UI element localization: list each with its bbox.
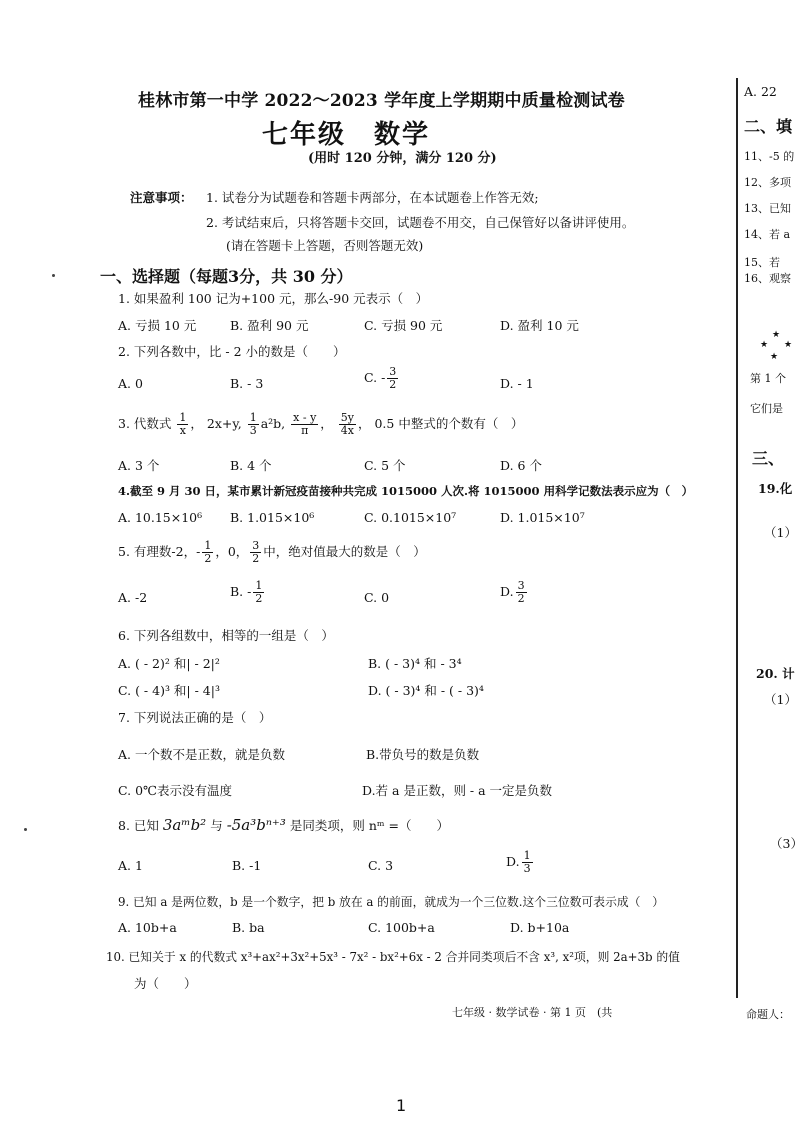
exam-title: 桂林市第一中学 2022～2023 学年度上学期期中质量检测试卷 bbox=[138, 91, 625, 111]
right-fig-caption-2: 它们是 bbox=[750, 402, 783, 415]
q3-option-b: B. 4 个 bbox=[230, 458, 272, 473]
q5-option-d: D. $\frac{3}{2}$ bbox=[500, 579, 525, 606]
star-figure-mark: ★ bbox=[784, 340, 793, 350]
q2-option-a: A. 0 bbox=[118, 376, 143, 391]
q6-option-b: B. ( - 3)⁴ 和 - 3⁴ bbox=[368, 656, 462, 671]
q3-option-d: D. 6 个 bbox=[500, 458, 542, 473]
notice-item-3: (请在答题卡上答题，否则答题无效) bbox=[226, 238, 424, 253]
star-figure-mark: ★ bbox=[770, 352, 779, 362]
section-title-choice: 一、选择题（每题3分，共 30 分） bbox=[100, 267, 353, 286]
q5-option-c: C. 0 bbox=[364, 590, 390, 605]
q4-option-d: D. 1.015×10⁷ bbox=[500, 510, 585, 525]
subject-title: 七年级 数学 bbox=[262, 120, 431, 150]
q8-option-a: A. 1 bbox=[118, 858, 143, 873]
time-note: (用时 120 分钟，满分 120 分) bbox=[308, 151, 497, 166]
q9-option-a: A. 10b+a bbox=[118, 920, 177, 935]
right-q20: 20. 计 bbox=[756, 666, 795, 681]
q10-line-1: 10. 已知关于 x 的代数式 x³+ax²+3x²+5x³ - 7x² - bx²+6x - 2 合并同类项后不含 x³, x²项，则 2a+3b 的值 bbox=[106, 950, 680, 964]
star-figure-mark: ★ bbox=[772, 330, 781, 340]
q4-option-b: B. 1.015×10⁶ bbox=[230, 510, 315, 525]
q7-stem: 7. 下列说法正确的是（ ） bbox=[118, 710, 272, 725]
right-q14: 14、若 a bbox=[744, 228, 791, 241]
page-divider bbox=[736, 78, 738, 998]
star-figure-mark: ★ bbox=[760, 340, 769, 350]
q9-option-c: C. 100b+a bbox=[368, 920, 435, 935]
right-q12: 12、多项 bbox=[744, 176, 791, 189]
right-q20-3: （3） bbox=[770, 836, 803, 851]
right-q20-1: （1） bbox=[764, 692, 797, 707]
q1-option-a: A. 亏损 10 元 bbox=[118, 318, 197, 333]
q7-option-c: C. 0℃表示没有温度 bbox=[118, 783, 233, 798]
q1-option-b: B. 盈利 90 元 bbox=[230, 318, 309, 333]
q8-option-c: C. 3 bbox=[368, 858, 394, 873]
q6-option-d: D. ( - 3)⁴ 和 - ( - 3)⁴ bbox=[368, 683, 484, 698]
right-q19: 19.化 bbox=[758, 481, 793, 496]
q3-option-c: C. 5 个 bbox=[364, 458, 406, 473]
q5-option-b: B. - $\frac{1}{2}$ bbox=[230, 579, 263, 606]
q9-option-d: D. b+10a bbox=[510, 920, 570, 935]
q3-option-a: A. 3 个 bbox=[118, 458, 160, 473]
q2-option-b: B. - 3 bbox=[230, 376, 264, 391]
q2-stem: 2. 下列各数中，比 - 2 小的数是（ ） bbox=[118, 344, 346, 359]
page-number: 1 bbox=[396, 1096, 407, 1115]
q4-option-a: A. 10.15×10⁶ bbox=[118, 510, 203, 525]
q4-option-c: C. 0.1015×10⁷ bbox=[364, 510, 457, 525]
page-footer: 七年级 · 数学试卷 · 第 1 页 (共 bbox=[452, 1006, 613, 1019]
scan-speck bbox=[24, 828, 27, 831]
q9-stem: 9. 已知 a 是两位数，b 是一个数字，把 b 放在 a 的前面，就成为一个三位数.这个三位数可表示成（ ） bbox=[118, 895, 665, 909]
notice-label: 注意事项： bbox=[130, 190, 193, 205]
q1-stem: 1. 如果盈利 100 记为+100 元，那么-90 元表示（ ） bbox=[118, 291, 429, 306]
q1-option-d: D. 盈利 10 元 bbox=[500, 318, 579, 333]
right-q15: 15、若 bbox=[744, 256, 780, 269]
right-author: 命题人： bbox=[746, 1008, 790, 1021]
q6-option-a: A. ( - 2)² 和| - 2|² bbox=[118, 656, 220, 671]
right-q19-1: （1） bbox=[764, 525, 797, 540]
right-q16: 16、观察 bbox=[744, 272, 791, 285]
q5-stem: 5. 有理数-2，- $\frac{1}{2}$ ，0， $\frac{3}{2}$ 中，绝对值最大的数是（ ） bbox=[118, 539, 426, 566]
q2-option-d: D. - 1 bbox=[500, 376, 534, 391]
q6-option-c: C. ( - 4)³ 和| - 4|³ bbox=[118, 683, 220, 698]
q1-option-c: C. 亏损 90 元 bbox=[364, 318, 443, 333]
q10-line-2: 为（ ） bbox=[134, 976, 197, 991]
q3-stem: 3. 代数式 $\frac{1}{x}$ ， 2x+y, $\frac{1}{3}$ a²b, $\frac{x - y}{\pi}$ ， $\frac{5y}{4x}$ ， 0.5 中整式的个数有（ ） bbox=[118, 411, 524, 438]
right-q11: 11、-5 的 bbox=[744, 150, 795, 163]
right-section-3: 三、 bbox=[752, 449, 785, 468]
q8-option-b: B. -1 bbox=[232, 858, 262, 873]
scan-speck bbox=[52, 274, 55, 277]
q9-option-b: B. ba bbox=[232, 920, 265, 935]
notice-item-2: 2. 考试结束后，只将答题卡交回，试题卷不用交，自己保管好以备讲评使用。 bbox=[206, 215, 635, 230]
right-section-2: 二、填 bbox=[744, 117, 793, 136]
q8-option-d: D. $\frac{1}{3}$ bbox=[506, 849, 531, 876]
q7-option-a: A. 一个数不是正数，就是负数 bbox=[118, 747, 285, 762]
q8-stem: 8. 已知 3aᵐb² 与 -5a³bⁿ⁺³ 是同类项，则 nᵐ =（ ） bbox=[118, 816, 449, 834]
q2-option-c: C. - $\frac{3}{2}$ bbox=[364, 365, 397, 392]
right-q13: 13、已知 bbox=[744, 202, 791, 215]
right-fig-caption-1: 第 1 个 bbox=[750, 372, 786, 385]
q6-stem: 6. 下列各组数中，相等的一组是（ ） bbox=[118, 628, 334, 643]
q5-option-a: A. -2 bbox=[118, 590, 148, 605]
q7-option-d: D.若 a 是正数，则 - a 一定是负数 bbox=[362, 783, 553, 798]
q7-option-b: B.带负号的数是负数 bbox=[366, 747, 480, 762]
notice-item-1: 1. 试卷分为试题卷和答题卡两部分，在本试题卷上作答无效; bbox=[206, 190, 539, 205]
right-a22: A. 22 bbox=[744, 84, 777, 99]
q4-stem: 4.截至 9 月 30 日，某市累计新冠疫苗接种共完成 1015000 人次.将 1015000 用科学记数法表示应为（ ） bbox=[118, 484, 694, 498]
